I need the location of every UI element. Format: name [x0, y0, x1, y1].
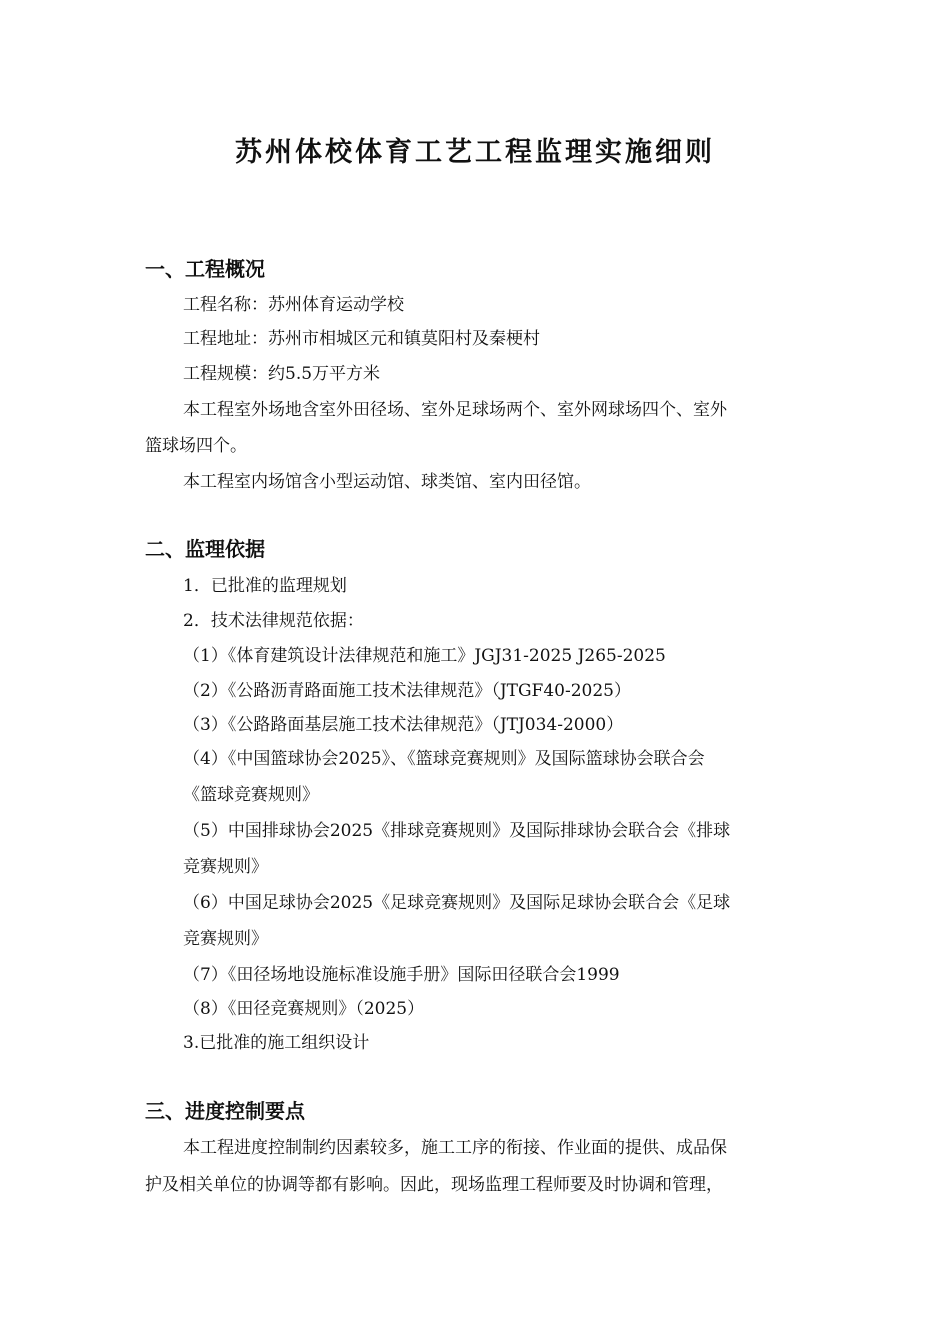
list-item: （1）《体育建筑设计法律规范和施工》JGJ31-2025 J265-2025	[183, 646, 666, 666]
list-item: 《篮球竞赛规则》	[183, 785, 319, 805]
paragraph-line: 工程地址：苏州市相城区元和镇莫阳村及秦梗村	[183, 329, 540, 349]
paragraph-line: 本工程室内场馆含小型运动馆、球类馆、室内田径馆。	[183, 472, 591, 492]
paragraph-line: 篮球场四个。	[145, 436, 247, 456]
paragraph-line: 本工程室外场地含室外田径场、室外足球场两个、室外网球场四个、室外	[183, 400, 727, 420]
list-item: 2．技术法律规范依据：	[183, 611, 364, 631]
list-item: 1．已批准的监理规划	[183, 576, 347, 596]
list-item: 竞赛规则》	[183, 857, 268, 877]
list-item: （4）《中国篮球协会2025》、《篮球竞赛规则》及国际篮球协会联合会	[183, 749, 705, 769]
section-heading: 二、监理依据	[145, 537, 265, 561]
list-item: （8）《田径竞赛规则》（2025）	[183, 999, 425, 1019]
paragraph-line: 工程名称：苏州体育运动学校	[183, 295, 404, 315]
list-item: （3）《公路路面基层施工技术法律规范》（JTJ034-2000）	[183, 715, 624, 735]
paragraph-line: 护及相关单位的协调等都有影响。因此，现场监理工程师要及时协调和管理，	[145, 1175, 723, 1195]
document-title: 苏州体校体育工艺工程监理实施细则	[235, 137, 715, 168]
list-item: 竞赛规则》	[183, 929, 268, 949]
list-item: （7）《田径场地设施标准设施手册》国际田径联合会1999	[183, 965, 620, 985]
section-heading: 三、进度控制要点	[145, 1099, 305, 1123]
section-heading: 一、工程概况	[145, 257, 265, 281]
list-item: （2）《公路沥青路面施工技术法律规范》（JTGF40-2025）	[183, 681, 631, 701]
list-item: （5）中国排球协会2025《排球竞赛规则》及国际排球协会联合会《排球	[183, 821, 731, 841]
list-item: 3.已批准的施工组织设计	[183, 1033, 370, 1053]
paragraph-line: 工程规模：约5.5万平方米	[183, 364, 381, 384]
paragraph-line: 本工程进度控制制约因素较多，施工工序的衔接、作业面的提供、成品保	[183, 1138, 727, 1158]
list-item: （6）中国足球协会2025《足球竞赛规则》及国际足球协会联合会《足球	[183, 893, 731, 913]
